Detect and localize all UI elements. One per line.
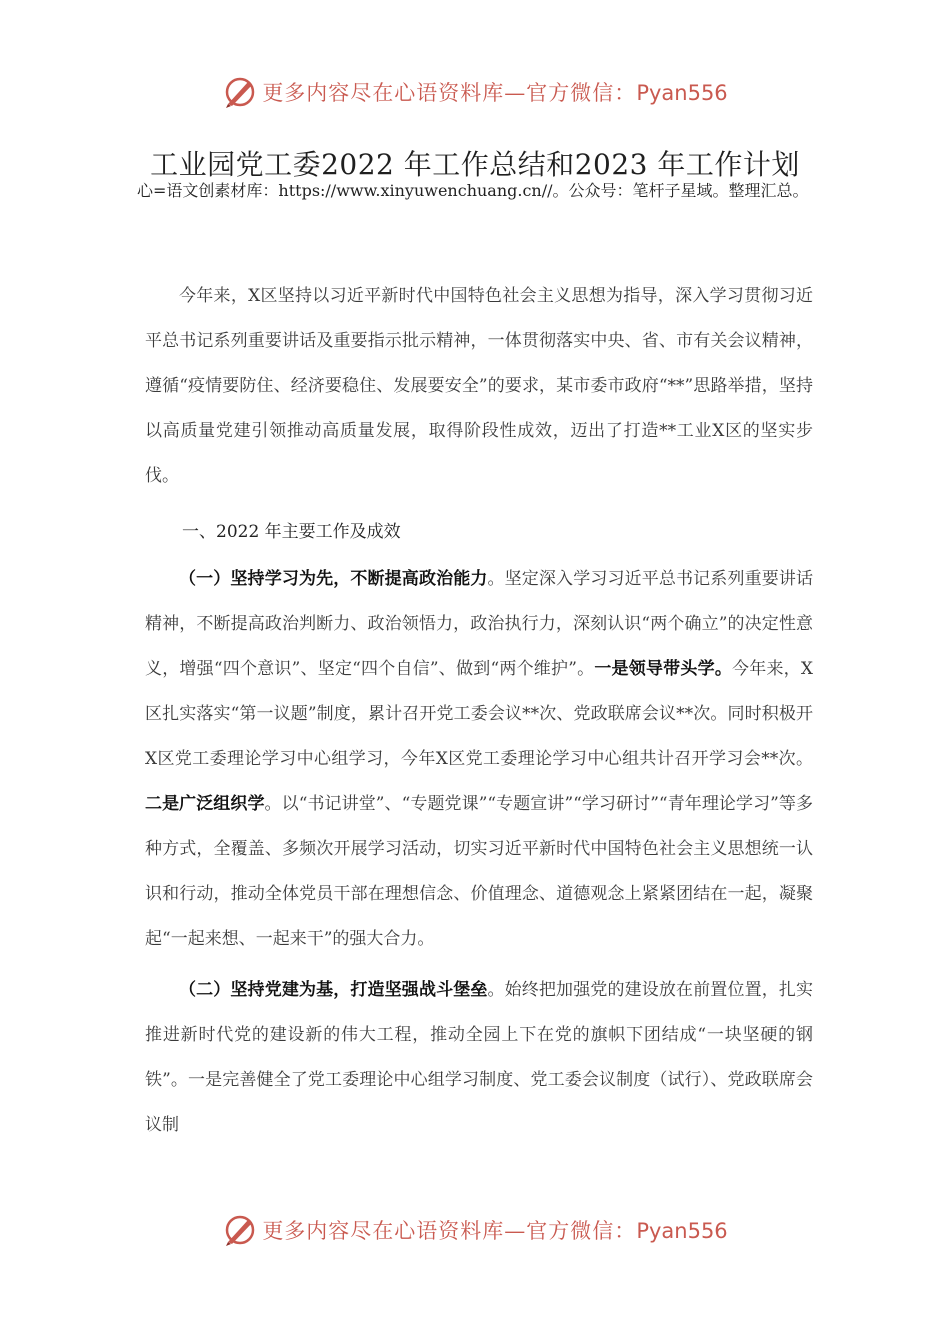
pen-logo-icon (222, 74, 258, 110)
intro-paragraph: 今年来，X区坚持以习近平新时代中国特色社会主义思想为指导，深入学习贯彻习近平总书记系列重要讲话及重要指示批示精神，一体贯彻落实中央、省、市有关会议精神，遵循“疫情要防住、经济要稳住、发展要安全”的要求，某市委市政府“**”思路举措，坚持以高质量党建引领推动高质量发展，取得阶段性成效，迈出了打造**工业X区的坚实步伐。 (145, 286, 813, 486)
paragraph-1-point-2: 二是广泛组织学 (145, 794, 265, 814)
wechat-id: Pyan556 (636, 1219, 728, 1243)
pen-logo-icon (222, 1212, 258, 1248)
banner-text: 更多内容尽在心语资料库—官方微信：Pyan556 (262, 1219, 728, 1243)
wechat-id: Pyan556 (636, 81, 728, 105)
section-heading: 一、2022 年主要工作及成效 (182, 522, 401, 542)
source-line: 心=语文创素材库：https://www.xinyuwenchuang.cn//。公众号：笔杆子星域。整理汇总。 (137, 181, 809, 200)
paragraph-1-text-3: 。以“书记讲堂”、“专题党课”“专题宣讲”“学习研讨”“青年理论学习”等多种方式，全覆盖、多频次开展学习活动，切实习近平新时代中国特色社会主义思想统一认识和行动，推动全体党员干部在理想信念、价值理念、道德观念上紧紧团结在一起，凝聚起“一起来想、一起来干”的强大合力。 (145, 794, 813, 949)
paragraph-1-block (145, 557, 813, 962)
document-title: 工业园党工委2022 年工作总结和2023 年工作计划 (150, 148, 800, 181)
paragraph-1-lead: （一）坚持学习为先，不断提高政治能力 (179, 569, 488, 589)
paragraph-1-text: 。坚定深入学习习近平总书记系列重要讲话精神，不断提高政治判断力、政治领悟力，政治执行力，深刻认识“两个确立”的决定性意义，增强“四个意识”、坚定“四个自信”、做到“两个维护”。 (145, 569, 813, 679)
footer-banner (0, 1210, 950, 1250)
paragraph-1-text-2: 今年来，X区扎实落实“第一议题”制度，累计召开党工委会议**次、党政联席会议**次。同时积极开X区党工委理论学习中心组学习，今年X区党工委理论学习中心组共计召开学习会**次。 (145, 659, 814, 769)
header-banner (0, 72, 950, 112)
paragraph-2 (145, 968, 813, 1148)
paragraph-2-text: 。始终把加强党的建设放在前置位置，扎实推进新时代党的建设新的伟大工程，推动全园上下在党的旗帜下团结成“一块坚硬的钢铁”。一是完善健全了党工委理论中心组学习制度、党工委会议制度（试行）、党政联席会议制 (145, 980, 813, 1135)
paragraph-2-lead: （二）坚持党建为基，打造坚强战斗堡垒 (179, 980, 488, 1000)
intro-block (145, 274, 813, 499)
paragraph-1-point-1: 一是领导带头学。 (594, 659, 733, 679)
banner-text: 更多内容尽在心语资料库—官方微信：Pyan556 (262, 81, 728, 105)
paragraph-1 (145, 557, 813, 962)
paragraph-2-block (145, 968, 813, 1148)
